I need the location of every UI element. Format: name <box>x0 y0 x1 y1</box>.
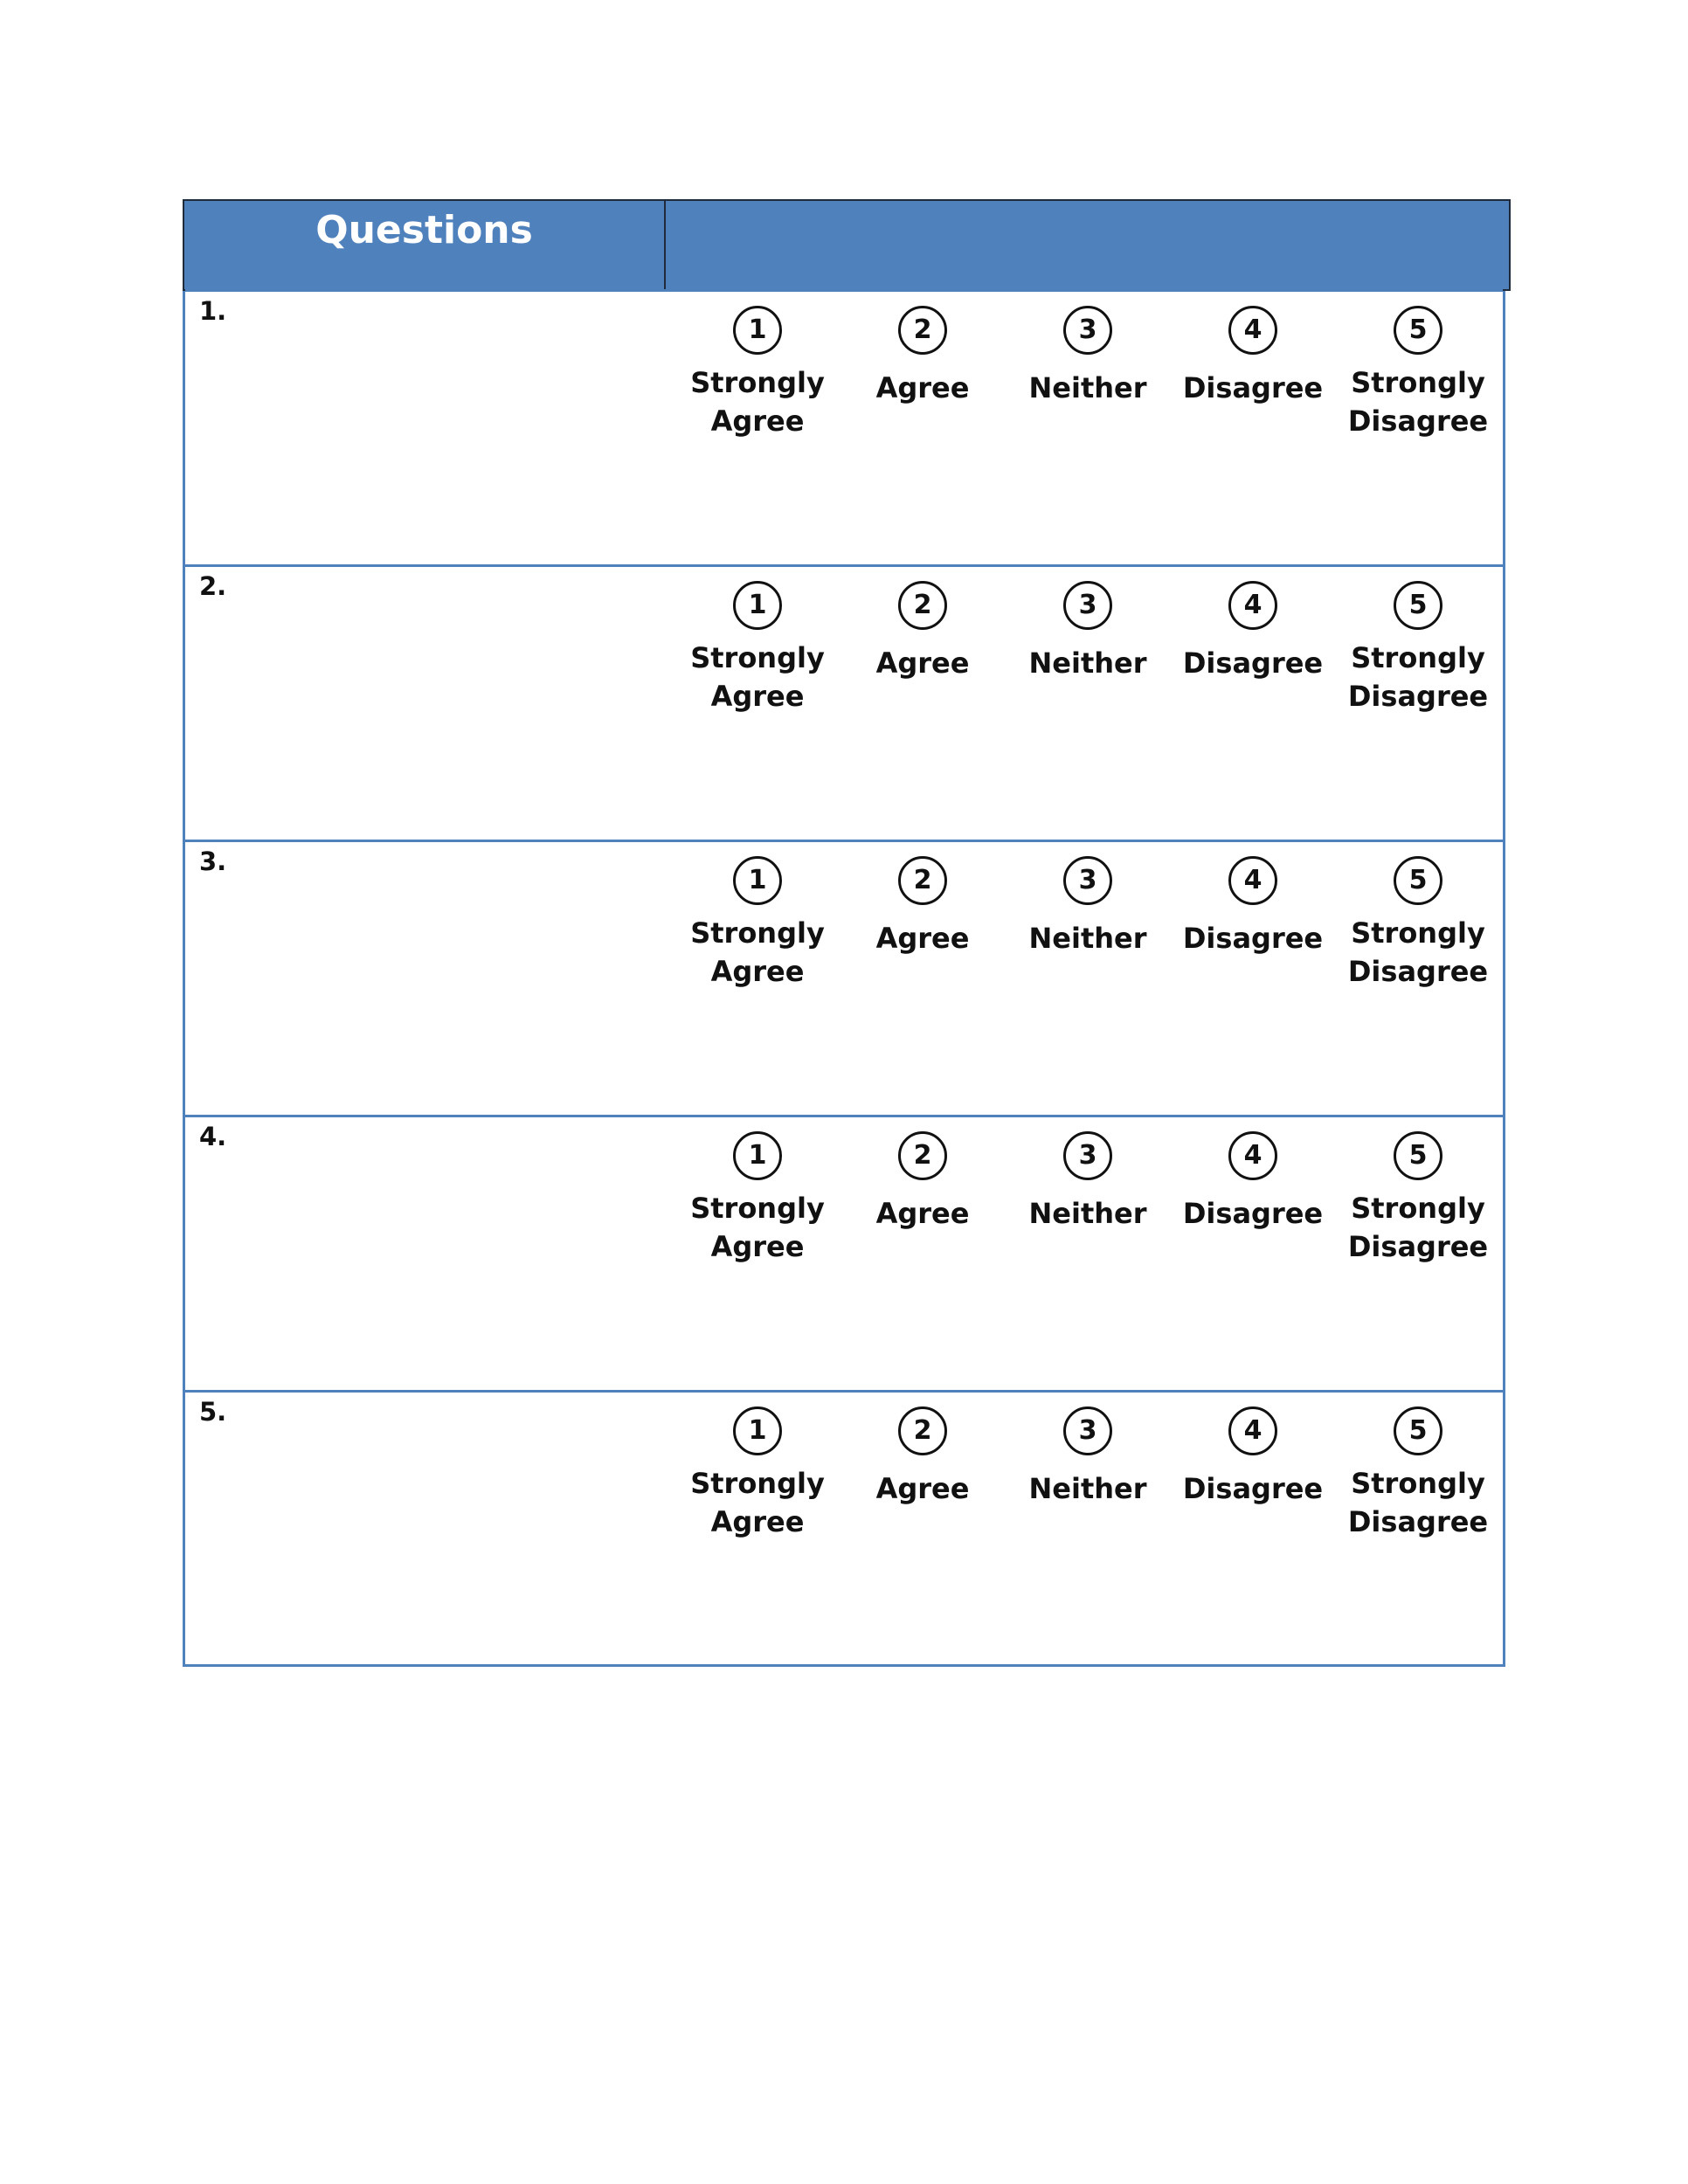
rating-label: Strongly Agree <box>690 1467 825 1538</box>
rating-option-1[interactable] <box>683 581 832 715</box>
rating-label: Disagree <box>1182 1197 1324 1230</box>
rating-label: Strongly Disagree <box>1347 1467 1489 1538</box>
rating-label: Agree <box>875 1472 970 1505</box>
rating-circle[interactable]: 3 <box>1063 1131 1112 1180</box>
rating-option-3[interactable] <box>1013 1406 1162 1508</box>
rating-option-5[interactable] <box>1344 1406 1492 1541</box>
rating-circle[interactable]: 1 <box>733 856 782 905</box>
rating-circle[interactable]: 3 <box>1063 581 1112 630</box>
rating-circle[interactable]: 2 <box>898 581 947 630</box>
rating-label: Strongly Agree <box>690 641 825 713</box>
rating-circle[interactable]: 4 <box>1228 856 1277 905</box>
rating-option-1[interactable] <box>683 856 832 991</box>
rating-circle[interactable]: 5 <box>1394 1131 1442 1180</box>
rating-circle[interactable]: 4 <box>1228 306 1277 355</box>
rating-label: Strongly Disagree <box>1347 366 1489 438</box>
rating-circle[interactable]: 4 <box>1228 1131 1277 1180</box>
question-row <box>185 1115 1503 1390</box>
rating-option-5[interactable] <box>1344 581 1492 715</box>
rating-circle[interactable]: 2 <box>898 856 947 905</box>
rating-circle[interactable]: 3 <box>1063 306 1112 355</box>
rating-option-3[interactable] <box>1013 306 1162 407</box>
rating-label: Neither <box>1028 1197 1147 1230</box>
survey-table <box>183 199 1505 1667</box>
rating-header-cell <box>666 201 1509 289</box>
rating-option-1[interactable] <box>683 306 832 440</box>
rating-option-4[interactable] <box>1179 1406 1327 1508</box>
rating-label: Strongly Disagree <box>1347 641 1489 713</box>
rating-circle[interactable]: 2 <box>898 1131 947 1180</box>
questions-header-cell <box>184 201 666 289</box>
rating-option-3[interactable] <box>1013 856 1162 957</box>
rating-option-3[interactable] <box>1013 1131 1162 1233</box>
rating-label: Agree <box>875 922 970 955</box>
rating-circle[interactable]: 2 <box>898 1406 947 1455</box>
rating-option-2[interactable] <box>848 1406 997 1508</box>
rating-option-2[interactable] <box>848 856 997 957</box>
rating-circle[interactable]: 5 <box>1394 306 1442 355</box>
rating-circle[interactable]: 1 <box>733 306 782 355</box>
rating-option-2[interactable] <box>848 1131 997 1233</box>
rating-label: Neither <box>1028 1472 1147 1505</box>
rating-circle[interactable]: 1 <box>733 1131 782 1180</box>
rating-label: Strongly Disagree <box>1347 916 1489 988</box>
rating-circle[interactable]: 5 <box>1394 856 1442 905</box>
rating-circle[interactable]: 3 <box>1063 856 1112 905</box>
rating-label: Disagree <box>1182 922 1324 955</box>
question-number: 3. <box>199 847 227 876</box>
rating-option-1[interactable] <box>683 1131 832 1266</box>
rating-label: Neither <box>1028 922 1147 955</box>
rating-circle[interactable]: 1 <box>733 1406 782 1455</box>
question-row <box>185 289 1503 564</box>
rating-option-5[interactable] <box>1344 306 1492 440</box>
rating-option-4[interactable] <box>1179 581 1327 682</box>
rating-label: Strongly Agree <box>690 1192 825 1263</box>
rating-label: Strongly Disagree <box>1347 1192 1489 1263</box>
rating-circle[interactable]: 1 <box>733 581 782 630</box>
rating-circle[interactable]: 2 <box>898 306 947 355</box>
rating-circle[interactable]: 5 <box>1394 1406 1442 1455</box>
question-row <box>185 1390 1503 1665</box>
rating-option-4[interactable] <box>1179 1131 1327 1233</box>
rating-label: Strongly Agree <box>690 916 825 988</box>
rating-label: Agree <box>875 646 970 680</box>
question-number: 5. <box>199 1397 227 1427</box>
rating-label: Agree <box>875 371 970 404</box>
rating-label: Neither <box>1028 371 1147 404</box>
table-header <box>183 199 1511 291</box>
rating-circle[interactable]: 3 <box>1063 1406 1112 1455</box>
rating-circle[interactable]: 4 <box>1228 581 1277 630</box>
questions-header-label: Questions <box>315 208 533 252</box>
rating-label: Disagree <box>1182 371 1324 404</box>
rating-option-2[interactable] <box>848 581 997 682</box>
rating-option-5[interactable] <box>1344 856 1492 991</box>
rating-option-1[interactable] <box>683 1406 832 1541</box>
rating-label: Disagree <box>1182 646 1324 680</box>
rating-option-3[interactable] <box>1013 581 1162 682</box>
rating-label: Agree <box>875 1197 970 1230</box>
rating-circle[interactable]: 5 <box>1394 581 1442 630</box>
rating-option-4[interactable] <box>1179 306 1327 407</box>
rating-option-4[interactable] <box>1179 856 1327 957</box>
question-row <box>185 564 1503 840</box>
question-number: 4. <box>199 1122 227 1151</box>
rating-label: Strongly Agree <box>690 366 825 438</box>
rating-option-5[interactable] <box>1344 1131 1492 1266</box>
rating-circle[interactable]: 4 <box>1228 1406 1277 1455</box>
rating-label: Disagree <box>1182 1472 1324 1505</box>
rating-option-2[interactable] <box>848 306 997 407</box>
question-row <box>185 840 1503 1115</box>
question-number: 1. <box>199 296 227 326</box>
rating-label: Neither <box>1028 646 1147 680</box>
question-number: 2. <box>199 571 227 601</box>
